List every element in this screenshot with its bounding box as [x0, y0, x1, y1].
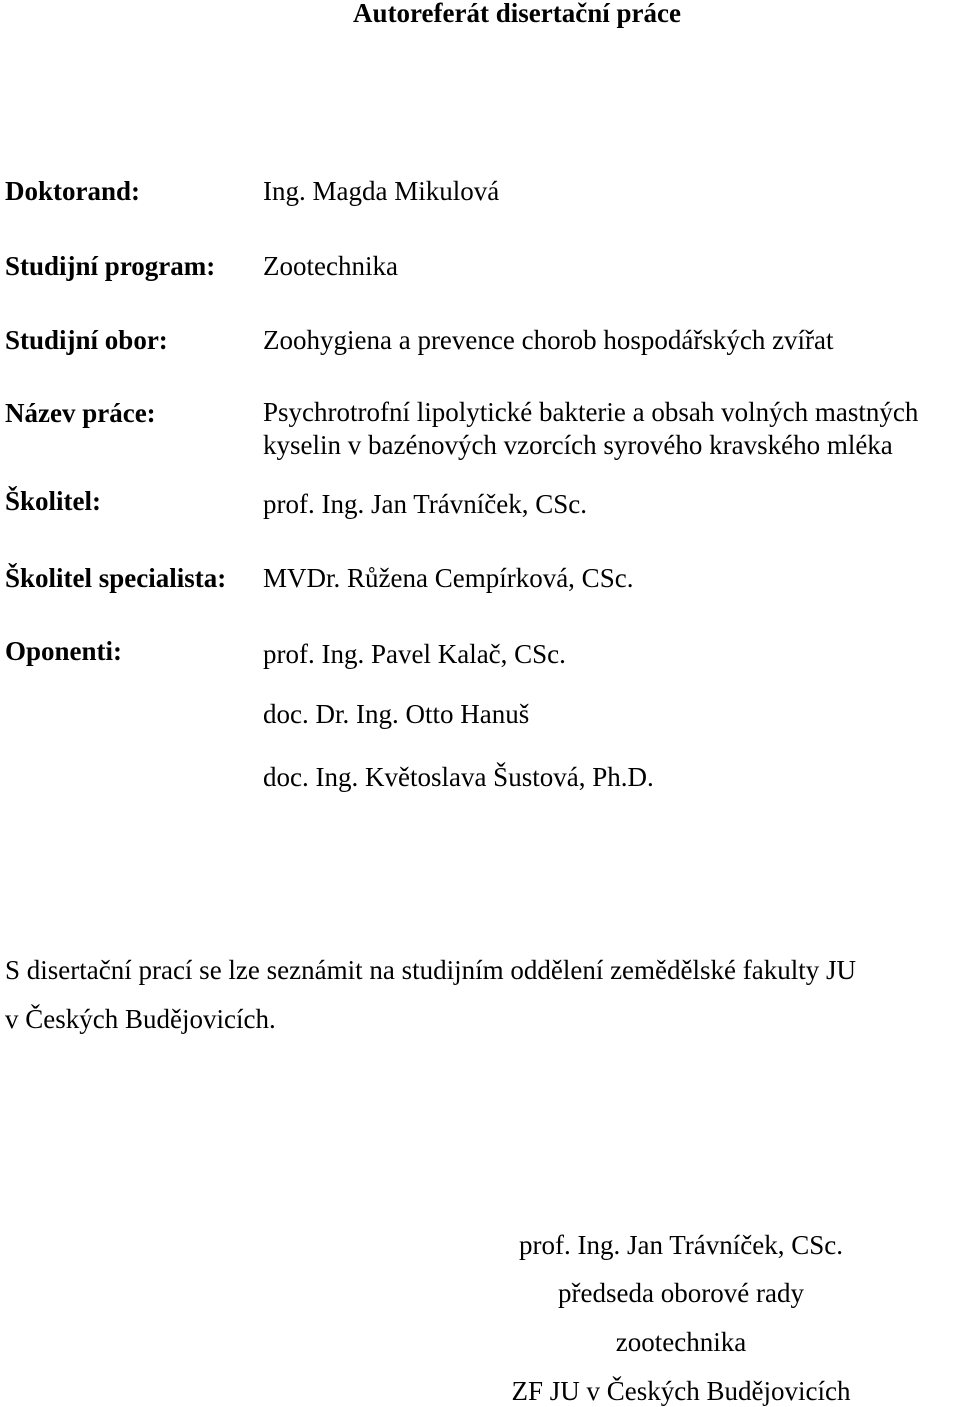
signature-role: předseda oborové rady: [558, 1278, 804, 1308]
oponent-1: prof. Ing. Pavel Kalač, CSc.: [263, 639, 566, 669]
obor-value: Zoohygiena a prevence chorob hospodářských zvířat: [263, 325, 834, 355]
nazev-value-line1: Psychrotrofní lipolytické bakterie a obsah volných mastných: [263, 397, 919, 427]
doktorand-label: Doktorand:: [5, 176, 141, 206]
note-line2: v Českých Budějovicích.: [5, 1004, 276, 1034]
oponent-2: doc. Dr. Ing. Otto Hanuš: [263, 699, 530, 729]
nazev-value-line2: kyselin v bazénových vzorcích syrového kravského mléka: [263, 430, 893, 460]
skolitel-label: Školitel:: [5, 486, 102, 516]
signature-name: prof. Ing. Jan Trávníček, CSc.: [519, 1230, 843, 1260]
specialista-value: MVDr. Růžena Cempírková, CSc.: [263, 563, 634, 593]
obor-label: Studijní obor:: [5, 325, 168, 355]
doktorand-value: Ing. Magda Mikulová: [263, 176, 500, 206]
skolitel-value: prof. Ing. Jan Trávníček, CSc.: [263, 489, 587, 519]
oponent-3: doc. Ing. Květoslava Šustová, Ph.D.: [263, 762, 654, 792]
nazev-value: [263, 396, 918, 462]
oponenti-label: Oponenti:: [5, 636, 123, 666]
nazev-label: Název práce:: [5, 398, 156, 428]
signature-field: zootechnika: [615, 1327, 747, 1357]
specialista-label: Školitel specialista:: [5, 563, 227, 593]
signature-institution: ZF JU v Českých Budějovicích: [511, 1376, 851, 1406]
document-title: Autoreferát disertační práce: [353, 0, 681, 28]
program-label: Studijní program:: [5, 251, 216, 281]
dissertation-note: [5, 946, 925, 1044]
program-value: Zootechnika: [263, 251, 398, 281]
note-line1: S disertační prací se lze seznámit na studijním oddělení zemědělské fakulty JU: [5, 955, 856, 985]
